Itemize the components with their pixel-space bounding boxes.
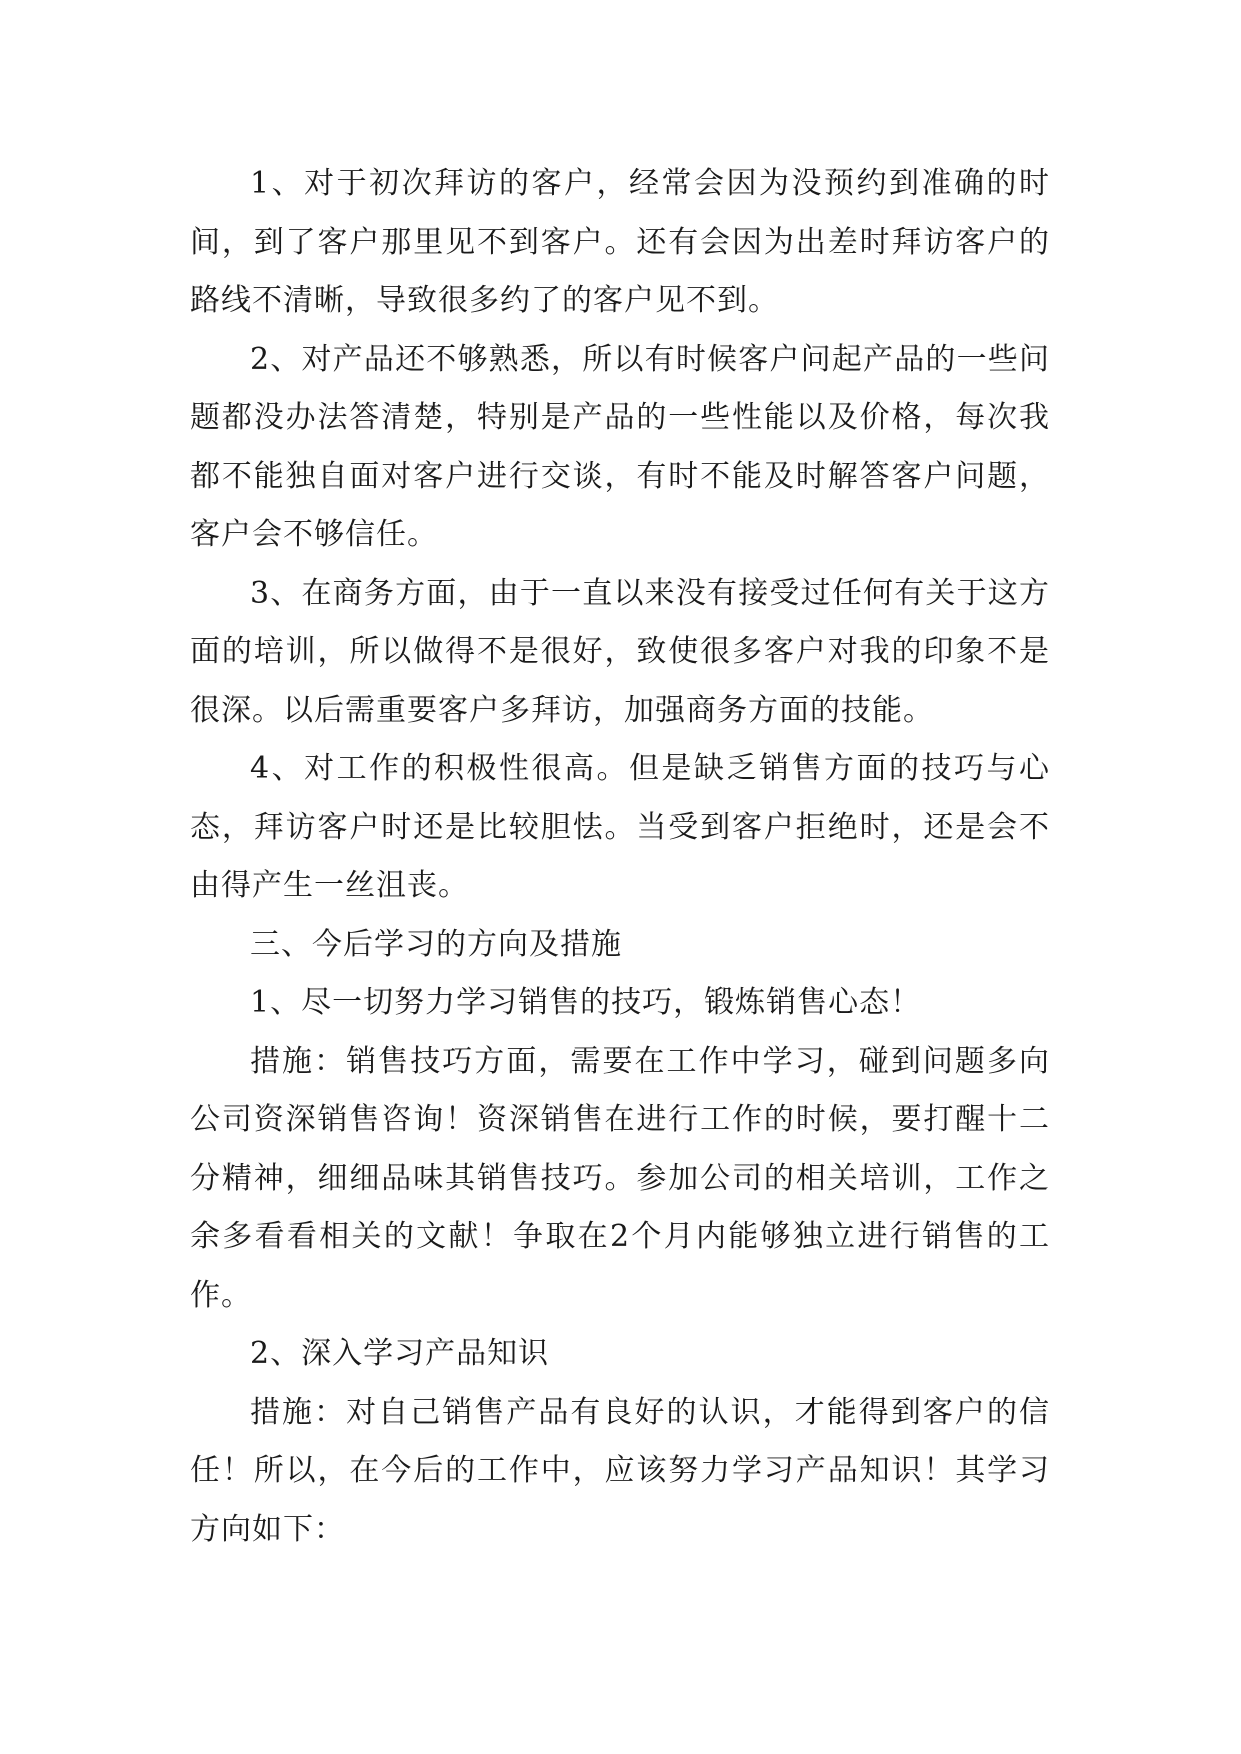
document-body xyxy=(190,155,1050,1559)
paragraph-difficulty-3: 3、在商务方面，由于一直以来没有接受过任何有关于这方面的培训，所以做得不是很好，致使很多客户对我的印象不是很深。以后需重要客户多拜访，加强商务方面的技能。 xyxy=(190,575,1050,728)
goal-1-measures: 措施：销售技巧方面，需要在工作中学习，碰到问题多向公司资深销售咨询！资深销售在进行工作的时候，要打醒十二分精神，细细品味其销售技巧。参加公司的相关培训，工作之余多看看相关的文献！争取在2个月内能够独立进行销售的工作。 xyxy=(190,1043,1050,1313)
goal-1-heading: 1、尽一切努力学习销售的技巧，锻炼销售心态！ xyxy=(250,985,922,1020)
paragraph-difficulty-1: 1、对于初次拜访的客户，经常会因为没预约到准确的时间，到了客户那里见不到客户。还有会因为出差时拜访客户的路线不清晰，导致很多约了的客户见不到。 xyxy=(190,166,1050,318)
paragraph-difficulty-4: 4、对工作的积极性很高。但是缺乏销售方面的技巧与心态，拜访客户时还是比较胆怯。当受到客户拒绝时，还是会不由得产生一丝沮丧。 xyxy=(190,751,1050,903)
paragraph-difficulty-2: 2、对产品还不够熟悉，所以有时候客户问起产品的一些问题都没办法答清楚，特别是产品的一些性能以及价格，每次我都不能独自面对客户进行交谈，有时不能及时解答客户问题，客户会不够信任。 xyxy=(190,341,1050,552)
section-heading: 三、今后学习的方向及措施 xyxy=(250,926,622,962)
goal-2-measures: 措施：对自己销售产品有良好的认识，才能得到客户的信任！所以，在今后的工作中，应该努力学习产品知识！其学习方向如下： xyxy=(190,1394,1050,1547)
goal-2-heading: 2、深入学习产品知识 xyxy=(250,1336,550,1371)
